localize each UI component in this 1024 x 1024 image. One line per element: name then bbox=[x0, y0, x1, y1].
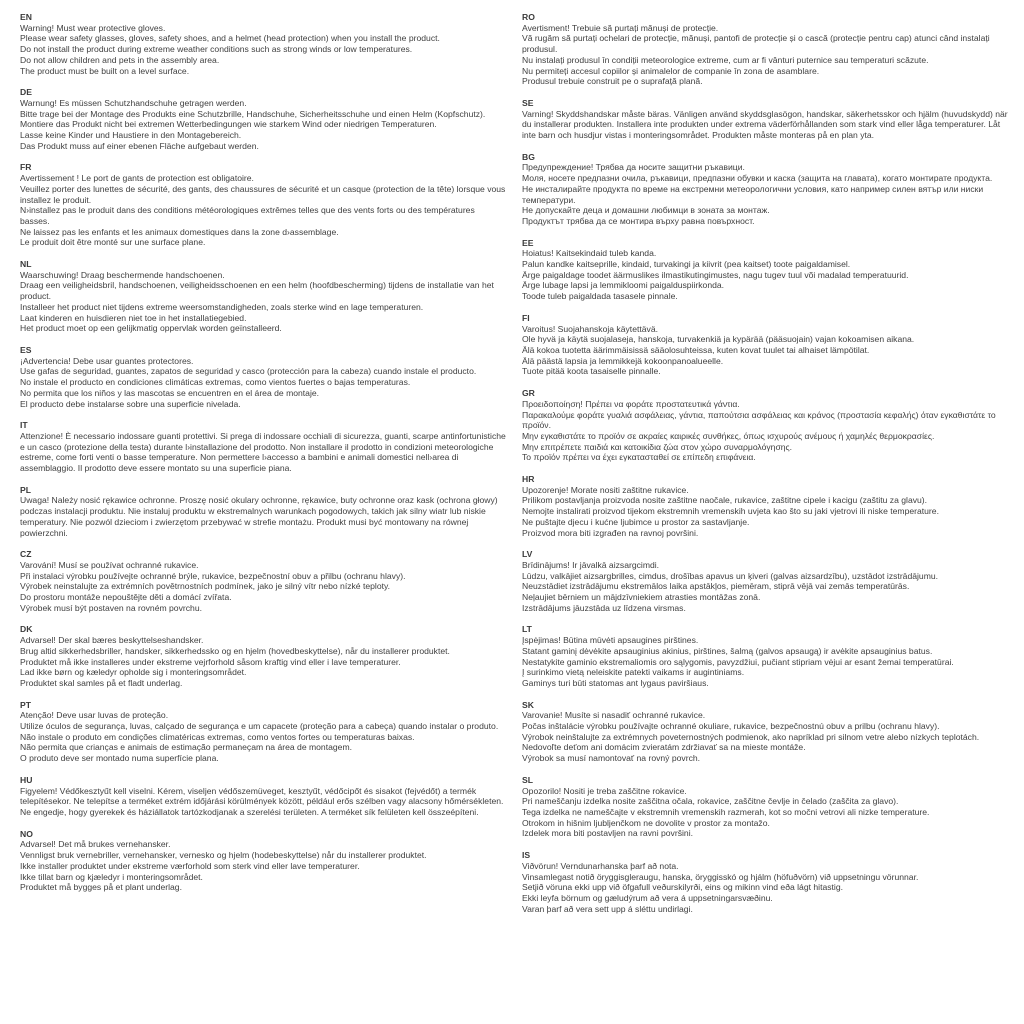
language-section bbox=[522, 238, 1010, 302]
warning-line: Pri nameščanju izdelka nosite zaščitna očala, rokavice, zaščitne čevlje in čelado (zaščita za glavo). bbox=[522, 796, 899, 807]
language-code-label: BG bbox=[522, 151, 535, 162]
language-code-label: LV bbox=[522, 549, 533, 560]
warning-line: Do not allow children and pets in the assembly area. bbox=[20, 54, 220, 65]
warning-line: Μην επιτρέπετε παιδιά και κατοικίδια ζώα στον χώρο συναρμολόγησης. bbox=[522, 441, 793, 452]
warning-line: Počas inštalácie výrobku používajte ochranné okuliare, rukavice, bezpečnostnú obuv a prilbu (ochranu hlavy). bbox=[522, 721, 940, 732]
language-section bbox=[20, 259, 506, 334]
warning-line: Výrobek neinstalujte za extrémních povětrnostních podmínek, jako je silný vítr nebo nízké teploty. bbox=[20, 581, 391, 592]
warning-line: Produktet må ikke installeres under ekstreme vejrforhold såsom kraftig vind eller i lave temperaturer. bbox=[20, 656, 401, 667]
warning-line: Ekki leyfa börnum og gæludýrum að vera á uppsetningarsvæðinu. bbox=[522, 892, 773, 903]
warning-line: Não permita que crianças e animais de estimação permaneçam na área de montagem. bbox=[20, 742, 352, 753]
warning-line: Varování! Musí se používat ochranné rukavice. bbox=[20, 559, 199, 570]
warning-line: Vennligst bruk vernebriller, vernehansker, vernesko og hjelm (hodebeskyttelse) når du installerer produktet. bbox=[20, 850, 427, 861]
warning-line: Opozorilo! Nositi je treba zaščitne rokavice. bbox=[522, 785, 687, 796]
language-code-label: SE bbox=[522, 97, 534, 108]
warning-line: Atenção! Deve usar luvas de proteção. bbox=[20, 710, 169, 721]
language-section bbox=[522, 850, 1010, 914]
language-code-label: RO bbox=[522, 12, 535, 22]
warning-line: Izstrādājums jāuzstāda uz līdzena virsmas. bbox=[522, 602, 686, 613]
warning-line: Älä päästä lapsia ja lemmikkejä kokoonpanoalueelle. bbox=[522, 355, 724, 366]
warning-line: Advarsel! Der skal bæres beskyttelseshandsker. bbox=[20, 635, 204, 646]
warning-line: O produto deve ser montado numa superfície plana. bbox=[20, 753, 219, 764]
warning-line: Otrokom in hišnim ljubljenčkom ne dovolite v prostor za montažo. bbox=[522, 817, 770, 828]
warning-line: Varoitus! Suojahanskoja käytettävä. bbox=[522, 323, 658, 334]
warning-line: Παρακαλούμε φοράτε γυαλιά ασφάλειας, γάντια, παπούτσια ασφάλειας και κράνος (προστασία κεφαλής) όταν εγκαθιστάτε το προϊόν. bbox=[522, 409, 996, 431]
warning-line: Le produit doit être monté sur une surface plane. bbox=[20, 237, 206, 248]
language-section bbox=[522, 549, 1010, 613]
warning-line: Tega izdelka ne nameščajte v ekstremnih vremenskih razmerah, kot so močni vetrovi ali nizke temperature. bbox=[522, 807, 930, 817]
warning-line: Ne puštajte djecu i kućne ljubimce u prostor za sastavljanje. bbox=[522, 516, 750, 527]
column-right bbox=[522, 12, 1010, 925]
language-code-label: SL bbox=[522, 774, 533, 785]
language-section bbox=[522, 98, 1010, 141]
warnings-columns bbox=[20, 12, 1010, 925]
warning-line: Ikke installer produktet under ekstreme værforhold som sterk vind eller lave temperaturer. bbox=[20, 860, 360, 871]
warning-line: Warnung! Es müssen Schutzhandschuhe getragen werden. bbox=[20, 97, 247, 108]
language-code-label: CZ bbox=[20, 549, 32, 560]
warning-line: Please wear safety glasses, gloves, safety shoes, and a helmet (head protection) when you install the product. bbox=[20, 33, 440, 44]
language-code-label: DE bbox=[20, 87, 32, 98]
warning-line: Statant gaminį dėvėkite apsauginius akinius, pirštines, šalmą (galvos apsaugą) ir avėkite apsauginius batus. bbox=[522, 645, 933, 656]
warning-line: Produsul trebuie construit pe o suprafață plană. bbox=[522, 76, 703, 87]
warning-line: Avertisment! Trebuie să purtați mănuși de protecție. bbox=[522, 22, 719, 33]
warning-line: El producto debe instalarse sobre una superficie nivelada. bbox=[20, 398, 241, 409]
warning-line: Prilikom postavljanja proizvoda nosite zaštitne naočale, rukavice, zaštitne cipele i kacigu (zaštitu za glavu). bbox=[522, 495, 928, 506]
warning-line: Nu permiteți accesul copiilor și animalelor de companie în zona de asamblare. bbox=[522, 65, 820, 76]
warning-line: Draag een veiligheidsbril, handschoenen, veiligheidsschoenen en een helm (hoofdbescherming) tijdens de installatie van het product. bbox=[20, 280, 494, 302]
warning-line: Não instale o produto em condições climatéricas extremas, como ventos fortes ou temperaturas baixas. bbox=[20, 731, 415, 742]
language-code-label: EN bbox=[20, 12, 32, 22]
warning-line: Ärge paigaldage toodet äärmuslikes ilmastikutingimustes, nagu tugev tuul või madalad temperatuurid. bbox=[522, 269, 909, 280]
warning-line: Setjið vöruna ekki upp við öfgafull veðurskilyrði, eins og mikinn vind eða lágt hitastig. bbox=[522, 882, 844, 893]
warning-line: Nemojte instalirati proizvod tijekom ekstremnih vremenskih uvjeta kao što su jaki vjetrovi ili niske temperature. bbox=[522, 506, 939, 517]
language-section bbox=[522, 775, 1010, 839]
warning-line: Do prostoru montáže nepouštějte děti a domácí zvířata. bbox=[20, 592, 232, 603]
language-section bbox=[522, 313, 1010, 377]
language-code-label: EE bbox=[522, 237, 534, 248]
language-code-label: SK bbox=[522, 699, 534, 710]
warning-line: Gaminys turi būti statomas ant lygaus paviršiaus. bbox=[522, 677, 709, 688]
warning-line: Ärge lubage lapsi ja lemmikloomi paigalduspiirkonda. bbox=[522, 280, 725, 291]
warning-line: Lasse keine Kinder und Haustiere in den Montagebereich. bbox=[20, 130, 242, 141]
warning-line: Izdelek mora biti postavljen na ravni površini. bbox=[522, 828, 694, 839]
language-section bbox=[522, 474, 1010, 538]
warning-line: Das Produkt muss auf einer ebenen Fläche aufgebaut werden. bbox=[20, 140, 259, 151]
warning-line: N›installez pas le produit dans des conditions météorologiques extrêmes telles que des vents forts ou des températures basses. bbox=[20, 205, 475, 226]
warning-line: Výrobek musí být postaven na rovném povrchu. bbox=[20, 602, 202, 613]
warning-line: Installeer het product niet tijdens extreme weersomstandigheden, zoals sterke wind en lage temperaturen. bbox=[20, 301, 424, 312]
warning-line: Het product moet op een gelijkmatig oppervlak worden geïnstalleerd. bbox=[20, 323, 282, 334]
warning-line: Vinsamlegast notið öryggisgleraugu, hanska, öryggisskó og hjálm (höfuðvörn) við uppsetningu vörunnar. bbox=[522, 871, 919, 882]
warning-line: Ne laissez pas les enfants et les animaux domestiques dans la zone d›assemblage. bbox=[20, 226, 339, 237]
language-code-label: NO bbox=[20, 828, 33, 839]
warning-line: Į surinkimo vietą neleiskite patekti vaikams ir augintiniams. bbox=[522, 667, 745, 678]
language-section bbox=[20, 829, 506, 893]
language-section bbox=[20, 87, 506, 151]
warning-line: Advarsel! Det må brukes vernehansker. bbox=[20, 839, 171, 850]
warning-line: Brīdinājums! Ir jāvalkā aizsargcimdi. bbox=[522, 559, 660, 570]
language-section bbox=[522, 152, 1010, 227]
warning-line: Vă rugăm să purtați ochelari de protecție, mănuși, pantofi de protecție și o cască (protecție pentru cap) atunci când instalați produsul. bbox=[522, 33, 990, 55]
warning-line: Lad ikke børn og kæledyr opholde sig i monteringsområdet. bbox=[20, 667, 247, 678]
warning-line: Toode tuleb paigaldada tasasele pinnale. bbox=[522, 291, 678, 302]
language-section bbox=[20, 775, 506, 818]
warning-line: Hoiatus! Kaitsekindaid tuleb kanda. bbox=[522, 248, 657, 259]
warning-line: Při instalaci výrobku používejte ochranné brýle, rukavice, bezpečnostní obuv a přilbu (ochranu hlavy). bbox=[20, 570, 406, 581]
language-code-label: PT bbox=[20, 699, 31, 710]
warning-line: Įspėjimas! Būtina mūvėti apsaugines pirštines. bbox=[522, 635, 699, 646]
warning-line: Не инсталирайте продукта по време на екстремни метеорологични условия, като например силен вятър или ниски температури. bbox=[522, 183, 984, 205]
warning-line: Attenzione! È necessario indossare guanti protettivi. Si prega di indossare occhiali di sicurezza, guanti, scarpe antinfortunistiche e un casco (protezione della testa) durante l›installazione del prodotto. Non installare il prodotto in condizioni meteorologiche estreme, come forti venti o basse temperature. Non permettere l›accesso a bambini e animali domestici nell›area di assemblaggio. Il prodotto deve essere montato su una superficie piana. bbox=[20, 430, 506, 474]
warning-line: Výrobok sa musí namontovať na rovný povrch. bbox=[522, 753, 701, 764]
language-code-label: NL bbox=[20, 259, 32, 270]
language-section bbox=[20, 549, 506, 613]
warning-line: Produktet skal samles på et fladt underlag. bbox=[20, 677, 183, 688]
warning-line: Προειδοποίηση! Πρέπει να φοράτε προστατευτικά γάντια. bbox=[522, 398, 740, 409]
language-code-label: IS bbox=[522, 850, 531, 861]
warning-line: Nestatykite gaminio ekstremaliomis oro sąlygomis, pavyzdžiui, pučiant stipriam vėjui ar esant žemai temperatūrai. bbox=[522, 656, 954, 667]
language-code-label: HU bbox=[20, 774, 33, 785]
warning-line: Proizvod mora biti izgrađen na ravnoj površini. bbox=[522, 527, 699, 538]
warning-line: Varan þarf að vera sett upp á sléttu undirlagi. bbox=[522, 903, 693, 914]
language-section bbox=[20, 485, 506, 539]
warning-line: Produktet må bygges på et plant underlag. bbox=[20, 882, 182, 893]
warning-line: Предупреждение! Трябва да носите защитни ръкавици. bbox=[522, 162, 745, 173]
warning-line: Neļaujiet bērniem un mājdzīvniekiem atrasties montāžas zonā. bbox=[522, 592, 761, 603]
language-section bbox=[522, 388, 1010, 463]
language-code-label: PL bbox=[20, 484, 31, 495]
warning-line: The product must be built on a level surface. bbox=[20, 65, 190, 76]
language-code-label: DK bbox=[20, 624, 33, 635]
language-code-label: FR bbox=[20, 162, 32, 173]
column-left bbox=[20, 12, 506, 904]
warning-line: Ikke tillat barn og kjæledyr i monteringsområdet. bbox=[20, 871, 203, 882]
language-section bbox=[20, 162, 506, 248]
warning-line: Brug altid sikkerhedsbriller, handsker, sikkerhedssko og en hjelm (hovedbeskyttelse), når du installerer produktet. bbox=[20, 645, 450, 656]
warning-line: Waarschuwing! Draag beschermende handschoenen. bbox=[20, 269, 225, 280]
warning-line: No instale el producto en condiciones climáticas extremas, como vientos fuertes o bajas temperaturas. bbox=[20, 377, 411, 388]
warning-line: Veuillez porter des lunettes de sécurité, des gants, des chaussures de sécurité et un casque (protection de la tête) lorsque vous installez le produit. bbox=[20, 183, 506, 205]
language-section bbox=[20, 624, 506, 688]
language-code-label: GR bbox=[522, 388, 535, 399]
warning-line: Viðvörun! Verndunarhanska þarf að nota. bbox=[522, 860, 679, 871]
language-section bbox=[522, 624, 1010, 688]
warning-line: Avertissement ! Le port de gants de protection est obligatoire. bbox=[20, 173, 254, 184]
language-code-label: ES bbox=[20, 344, 32, 355]
warning-line: Utilize óculos de segurança, luvas, calçado de segurança e um capacete (proteção para a cabeça) quando instalar o produto. bbox=[20, 721, 499, 732]
warning-line: Не допускайте деца и домашни любимци в зоната за монтаж. bbox=[522, 205, 770, 216]
warning-line: ¡Advertencia! Debe usar guantes protectores. bbox=[20, 355, 194, 366]
language-section bbox=[522, 12, 1010, 87]
warning-line: Το προϊόν πρέπει να έχει εγκατασταθεί σε επίπεδη επιφάνεια. bbox=[522, 452, 756, 463]
language-section bbox=[20, 700, 506, 764]
warning-line: Neuzstādiet izstrādājumu ekstremālos laika apstākļos, piemēram, stiprā vējā vai zemās temperatūrās. bbox=[522, 581, 910, 592]
warning-line: Výrobok neinštalujte za extrémnych poveternostných podmienok, ako napríklad pri silnom vetre alebo nízkych teplotách. bbox=[522, 731, 980, 742]
warning-line: Varovanie! Musíte si nasadiť ochranné rukavice. bbox=[522, 710, 706, 721]
warning-line: Моля, носете предпазни очила, ръкавици, предпазни обувки и каска (защита на главата), когато монтирате продукта. bbox=[522, 173, 993, 184]
language-code-label: FI bbox=[522, 312, 530, 323]
language-section bbox=[20, 12, 506, 76]
warning-line: Μην εγκαθιστάτε το προϊόν σε ακραίες καιρικές συνθήκες, όπως ισχυρούς ανέμους ή χαμηλές θερμοκρασίες. bbox=[522, 430, 935, 441]
warning-line: Laat kinderen en huisdieren niet toe in het installatiegebied. bbox=[20, 312, 247, 323]
warning-line: Upozorenje! Morate nositi zaštitne rukavice. bbox=[522, 484, 689, 495]
language-section bbox=[20, 420, 506, 474]
warning-line: Use gafas de seguridad, guantes, zapatos de seguridad y casco (protección para la cabeza) cuando instale el producto. bbox=[20, 366, 477, 377]
warning-line: No permita que los niños y las mascotas se encuentren en el área de montaje. bbox=[20, 387, 320, 398]
warning-line: Ole hyvä ja käytä suojalaseja, hanskoja, turvakenkiä ja kypärää (pääsuojain) vajan kokoamisen aikana. bbox=[522, 334, 915, 345]
language-code-label: LT bbox=[522, 624, 532, 635]
warning-line: Nu instalați produsul în condiții meteorologice extreme, cum ar fi vânturi puternice sau temperaturi scăzute. bbox=[522, 54, 929, 65]
warning-line: Do not install the product during extreme weather conditions such as strong winds or low temperatures. bbox=[20, 44, 413, 55]
language-section bbox=[20, 345, 506, 409]
language-code-label: HR bbox=[522, 474, 535, 485]
warning-line: Figyelem! Védőkesztyűt kell viselni. Kérem, viseljen védőszemüveget, kesztyűt, védőcipőt és sisakot (fejvédőt) a termék telepítésekor. Ne telepítse a terméket extrém időjárási körülmények között, például erős szélben vagy alacsony hőmérsékleten. Ne engedje, hogy gyerekek és háziállatok tartózkodjanak a szerelési területen. A terméket sík felületen kell összeépíteni. bbox=[20, 785, 504, 817]
warning-line: Palun kandke kaitseprille, kindaid, turvakingi ja kiivrit (pea kaitset) toote paigaldamisel. bbox=[522, 259, 851, 270]
warning-line: Warning! Must wear protective gloves. bbox=[20, 22, 166, 33]
warning-line: Nedovoľte deťom ani domácim zvieratám zdržiavať sa na mieste montáže. bbox=[522, 742, 806, 753]
warning-line: Lūdzu, valkājiet aizsargbrilles, cimdus, drošības apavus un ķiveri (galvas aizsardzību), uzstādot izstrādājumu. bbox=[522, 570, 939, 581]
warning-line: Uwaga! Należy nosić rękawice ochronne. Proszę nosić okulary ochronne, rękawice, buty ochronne oraz kask (ochrona głowy) podczas instalacji produktu. Nie instaluj produktu w ekstremalnych warunkach pogodowych, takich jak silny wiatr lub niskie temperatury. Nie pozwól dzieciom i zwierzętom przebywać w strefie montażu. Produkt musi być montowany na równej powierzchni. bbox=[20, 495, 498, 538]
warning-line: Älä kokoa tuotetta äärimmäisissä sääolosuhteissa, kuten kovat tuulet tai alhaiset lämpötilat. bbox=[522, 344, 870, 355]
language-code-label: IT bbox=[20, 420, 28, 431]
warning-line: Tuote pitää koota tasaiselle pinnalle. bbox=[522, 366, 661, 377]
warning-line: Продуктът трябва да се монтира върху равна повърхност. bbox=[522, 215, 755, 226]
warning-line: Montiere das Produkt nicht bei extremen Wetterbedingungen wie starkem Wind oder niedrigen Temperaturen. bbox=[20, 119, 437, 130]
language-section bbox=[522, 700, 1010, 764]
warning-line: Varning! Skyddshandskar måste bäras. Vänligen använd skyddsglasögon, handskar, säkerhetsskor och hjälm (huvudskydd) när du installerar produkten. Installera inte produkten under extrema väderförhållanden som stark vind eller låga temperaturer. Låt inte barn och husdjur vistas i monteringsområdet. Produkten måste monteras på en plan yta. bbox=[522, 108, 1008, 141]
warning-line: Bitte trage bei der Montage des Produkts eine Schutzbrille, Handschuhe, Sicherheitsschuhe und einen Helm (Kopfschutz). bbox=[20, 108, 486, 119]
